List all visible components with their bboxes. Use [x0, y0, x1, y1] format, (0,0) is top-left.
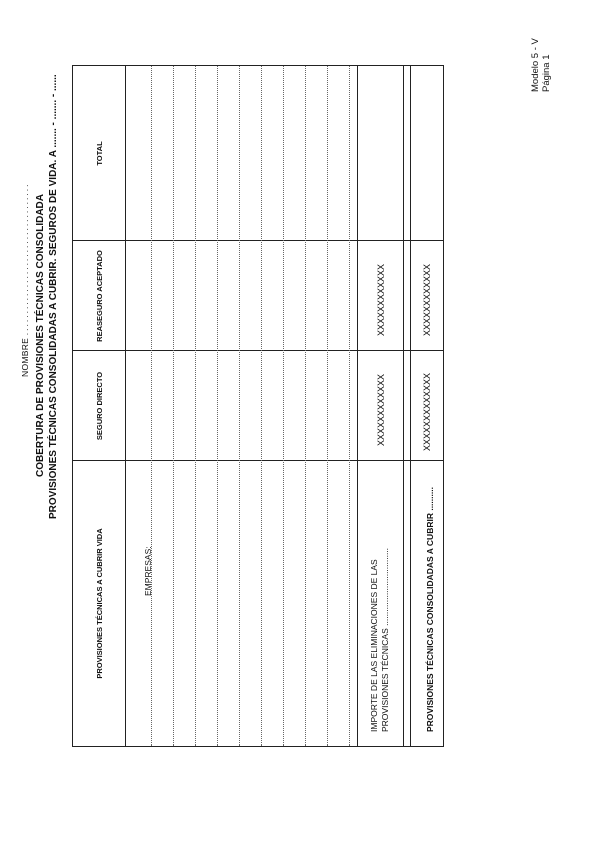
table-row [327, 66, 328, 746]
nombre-dots: ................................... [20, 182, 30, 336]
nombre-line [20, 183, 30, 377]
table-header-row [73, 66, 126, 746]
col-divider-concept [73, 460, 443, 461]
eliminations-label-line2: PROVISIONES TÉCNICAS ................................. [380, 547, 390, 732]
final-total-label: PROVISIONES TÉCNICAS CONSOLIDADAS A CUBRIR .......... [425, 487, 435, 732]
empresas-label: EMPRESAS: [143, 546, 153, 596]
page-identifier [530, 22, 552, 92]
final-direct-cell: XXXXXXXXXXXXX [423, 372, 434, 451]
col-divider-accepted [73, 240, 443, 241]
table-row [173, 66, 174, 746]
nombre-label: NOMBRE [20, 337, 30, 377]
table-row [195, 66, 196, 746]
page-number: Página 1 [541, 54, 552, 92]
eliminations-label-line1: IMPORTE DE LAS ELIMINACIONES DE LAS [369, 559, 379, 732]
section-divider [410, 66, 411, 746]
table-row [305, 66, 306, 746]
header-accepted: REASEGURO ACEPTADO [94, 250, 104, 342]
section-divider [403, 66, 404, 746]
final-accepted-cell: XXXXXXXXXXXX [423, 263, 434, 336]
col-divider-direct [73, 350, 443, 351]
provisions-table [72, 65, 444, 747]
model-number: Modelo 5 - V [530, 38, 541, 92]
table-row [261, 66, 262, 746]
form-subtitle: PROVISIONES TÉCNICAS CONSOLIDADAS A CUBRIR. SEGUROS DE VIDA. A ....... - ....... - ...... [48, 74, 59, 519]
eliminations-direct-cell: XXXXXXXXXXXX [377, 373, 388, 446]
table-row [151, 66, 152, 746]
form-title: COBERTURA DE PROVISIONES TÉCNICAS CONSOLIDADA [35, 194, 46, 477]
table-row [239, 66, 240, 746]
table-row [217, 66, 218, 746]
table-row [349, 66, 350, 746]
header-direct: SEGURO DIRECTO [94, 371, 104, 441]
table-row [283, 66, 284, 746]
eliminations-accepted-cell: XXXXXXXXXXXX [377, 263, 388, 336]
header-total: TOTAL [94, 141, 104, 166]
section-divider [357, 66, 358, 746]
eliminations-label [369, 532, 391, 732]
header-concept: PROVISIONES TÉCNICAS A CUBRIR VIDA [94, 528, 104, 679]
